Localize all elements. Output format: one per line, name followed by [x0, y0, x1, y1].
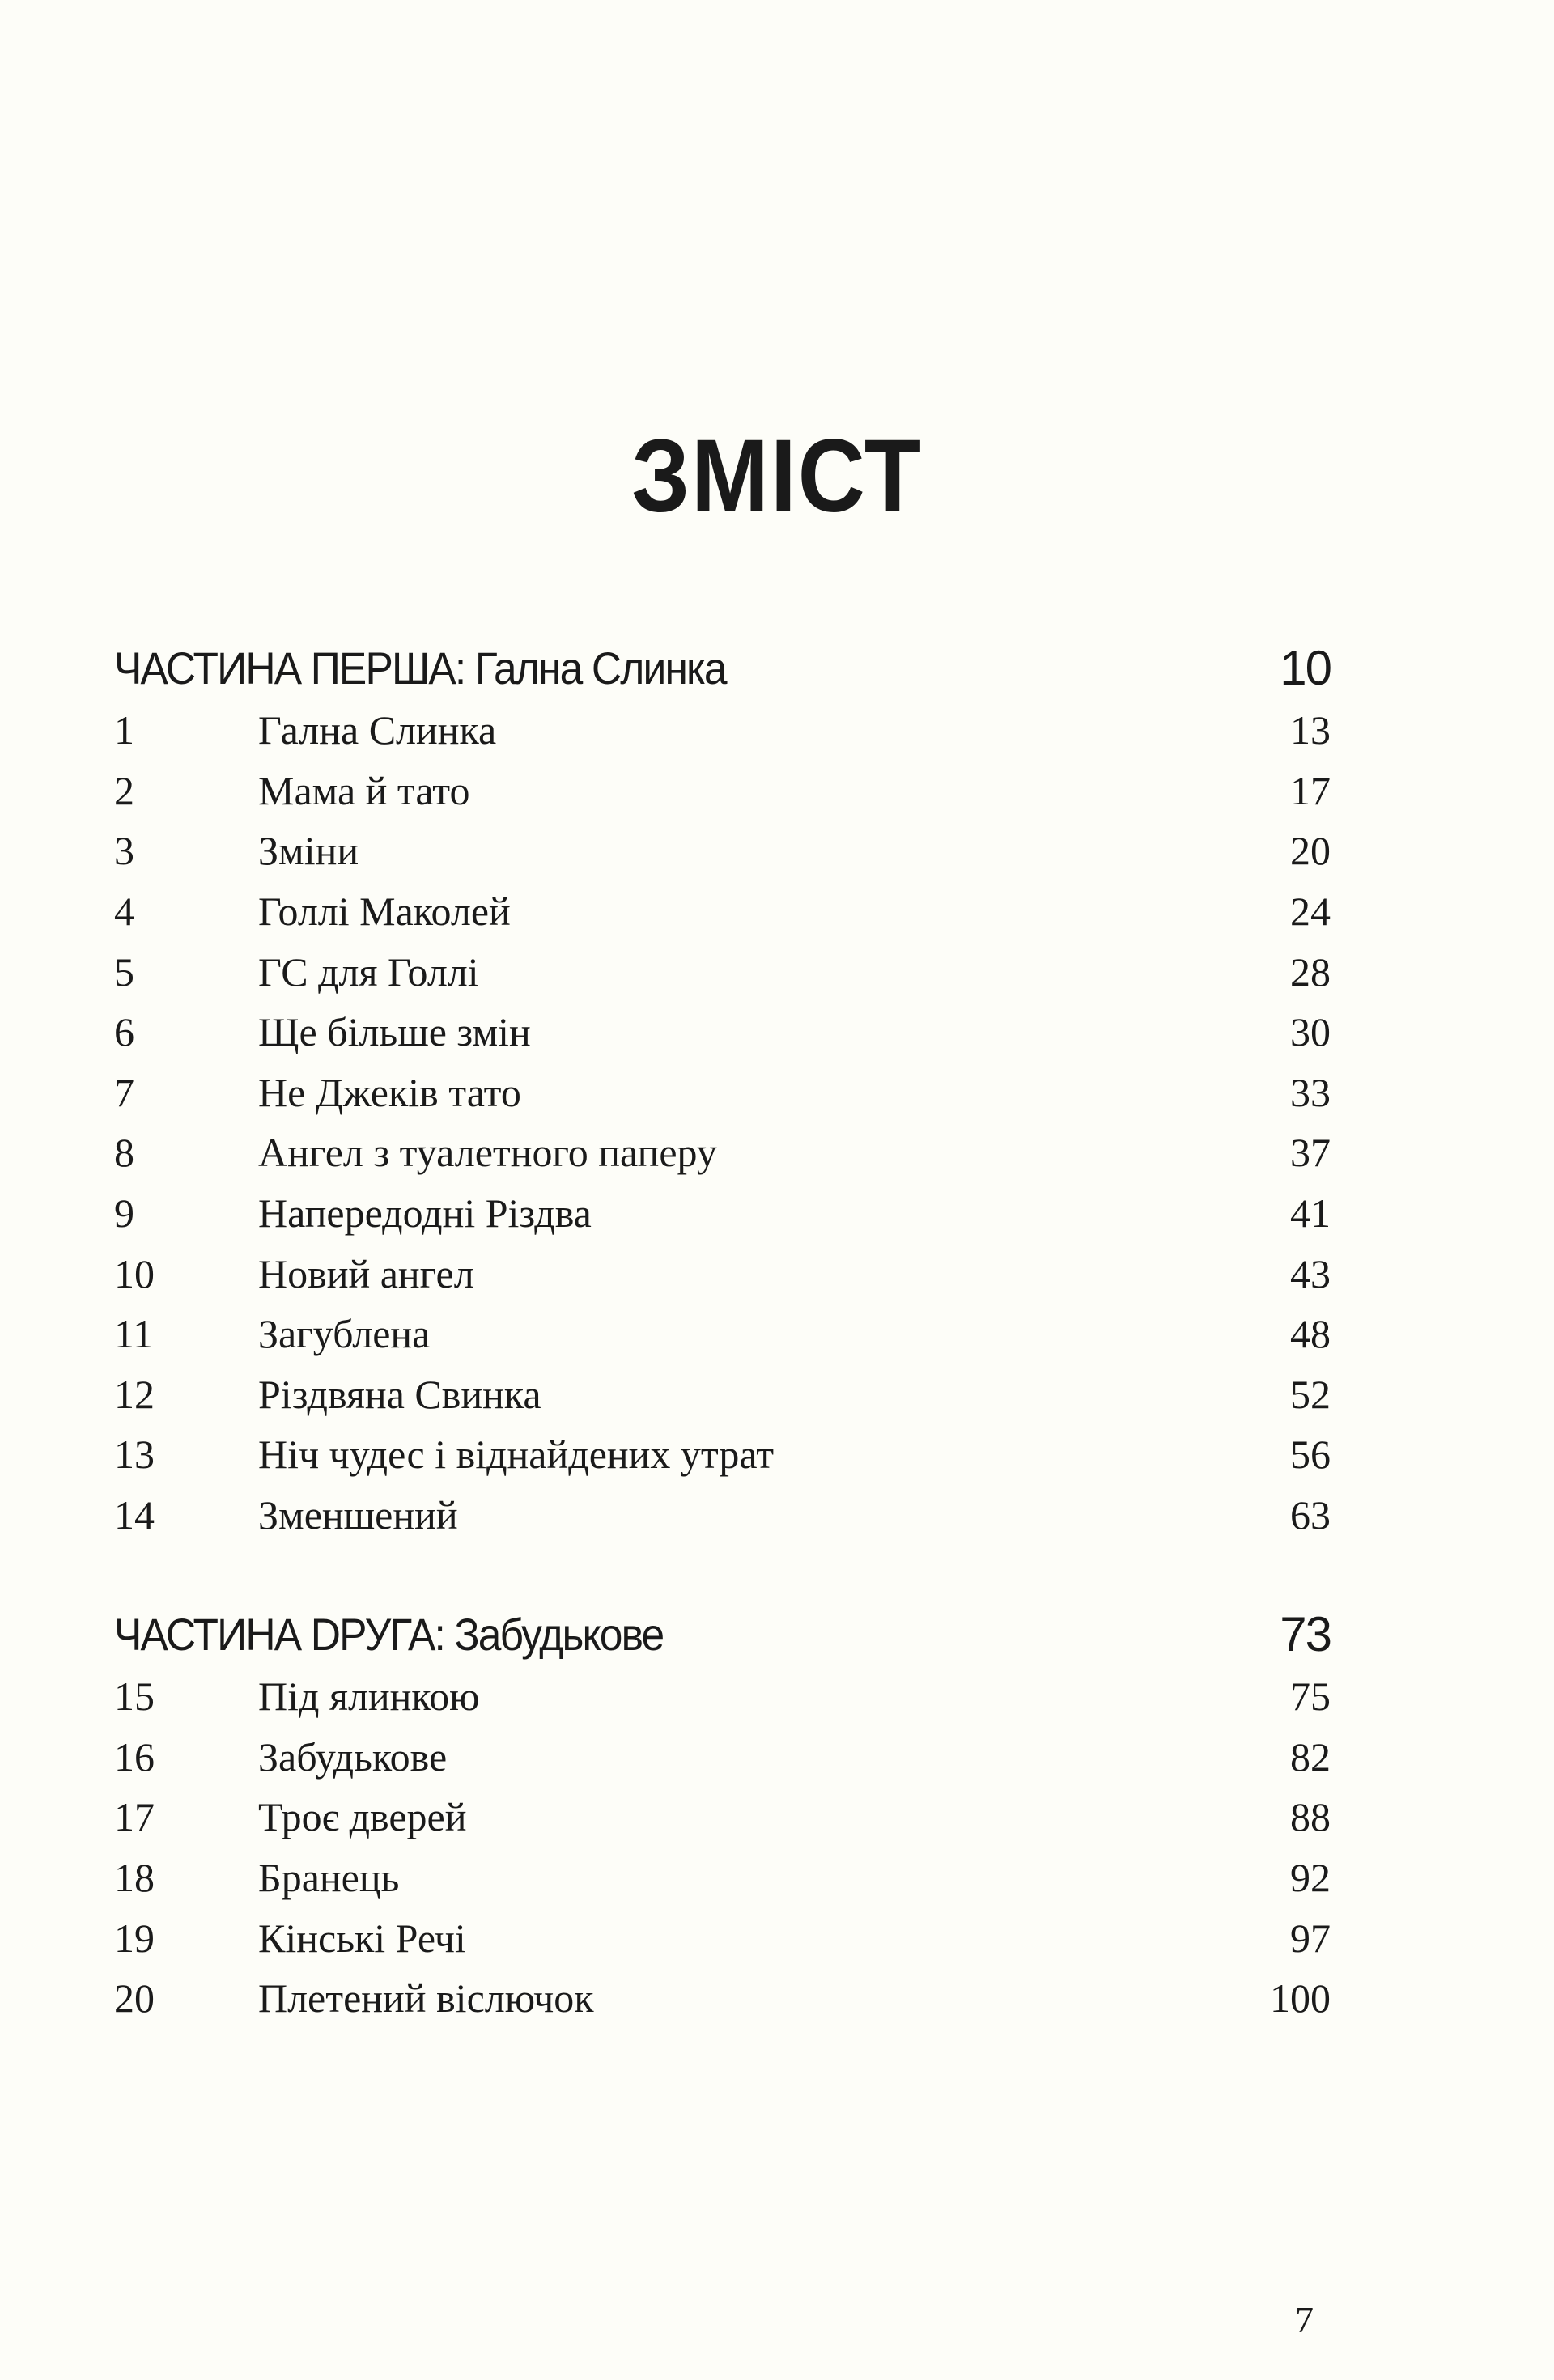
toc-entry[interactable] [114, 700, 1331, 761]
chapter-page: 48 [1290, 1311, 1331, 1357]
toc-entry[interactable] [114, 1304, 1331, 1364]
chapter-num: 3 [114, 828, 134, 874]
chapter-num: 1 [114, 707, 134, 753]
chapter-num: 16 [114, 1733, 155, 1780]
chapter-title: Зменшений [258, 1492, 458, 1538]
chapter-num: 8 [114, 1130, 134, 1176]
chapter-num: 20 [114, 1975, 155, 2022]
chapter-page: 17 [1290, 767, 1331, 813]
toc-entry[interactable] [114, 941, 1331, 1002]
page-title: ЗМІСТ [631, 418, 923, 534]
toc-entry[interactable] [114, 761, 1331, 821]
chapter-title: Під ялинкою [258, 1674, 480, 1720]
toc-entry[interactable] [114, 1364, 1331, 1425]
toc-part-1 [114, 635, 1331, 1545]
chapter-title: Мама й тато [258, 767, 470, 813]
chapter-title: Ніч чудес і віднайдених утрат [258, 1432, 775, 1478]
chapter-title: Ангел з туалетного паперу [258, 1130, 717, 1176]
chapter-page: 88 [1290, 1794, 1331, 1840]
chapter-page: 92 [1290, 1855, 1331, 1901]
chapter-page: 37 [1290, 1130, 1331, 1176]
chapter-num: 13 [114, 1432, 155, 1478]
chapter-num: 19 [114, 1915, 155, 1961]
toc-entry[interactable] [114, 1002, 1331, 1063]
chapter-num: 4 [114, 889, 134, 935]
toc-entry[interactable] [114, 1907, 1331, 1968]
toc-entry[interactable] [114, 881, 1331, 942]
chapter-title: Не Джеків тато [258, 1069, 521, 1115]
toc-entry[interactable] [114, 1968, 1331, 2029]
chapter-title: Плетений віслючок [258, 1975, 594, 2022]
toc-entry[interactable] [114, 1243, 1331, 1304]
part-heading[interactable] [114, 635, 1331, 700]
chapter-page: 63 [1290, 1492, 1331, 1538]
chapter-page: 100 [1270, 1975, 1331, 2022]
chapter-num: 10 [114, 1250, 155, 1296]
part-page: 73 [1280, 1606, 1331, 1661]
toc-entry[interactable] [114, 1122, 1331, 1183]
chapter-num: 15 [114, 1674, 155, 1720]
chapter-page: 56 [1290, 1432, 1331, 1478]
toc-entry[interactable] [114, 1727, 1331, 1788]
chapter-page: 20 [1290, 828, 1331, 874]
chapter-title: Зміни [258, 828, 359, 874]
chapter-title: Кінські Речі [258, 1915, 466, 1961]
chapter-num: 5 [114, 948, 134, 995]
chapter-title: Забудькове [258, 1733, 448, 1780]
toc-entry[interactable] [114, 1485, 1331, 1546]
chapter-page: 43 [1290, 1250, 1331, 1296]
chapter-num: 11 [114, 1311, 154, 1357]
chapter-title: Напередодні Різдва [258, 1190, 592, 1237]
chapter-title: Троє дверей [258, 1794, 467, 1840]
chapter-page: 52 [1290, 1371, 1331, 1417]
chapter-title: Новий ангел [258, 1250, 474, 1296]
toc-entry[interactable] [114, 1666, 1331, 1727]
chapter-page: 13 [1290, 707, 1331, 753]
chapter-title: Бранець [258, 1855, 400, 1901]
toc-entry[interactable] [114, 1787, 1331, 1848]
chapter-num: 18 [114, 1855, 155, 1901]
toc-entry[interactable] [114, 1183, 1331, 1244]
chapter-title: Різдвяна Свинка [258, 1371, 541, 1417]
chapter-num: 12 [114, 1371, 155, 1417]
part-title: ЧАСТИНА ПЕРША: Гална Слинка [114, 642, 726, 694]
toc-part-2 [114, 1602, 1331, 2029]
chapter-page: 82 [1290, 1733, 1331, 1780]
chapter-title: Загублена [258, 1311, 431, 1357]
chapter-title: Ще більше змін [258, 1009, 531, 1055]
chapter-page: 30 [1290, 1009, 1331, 1055]
chapter-title: Гална Слинка [258, 707, 497, 753]
toc-entry[interactable] [114, 1848, 1331, 1908]
chapter-page: 97 [1290, 1915, 1331, 1961]
part-page: 10 [1280, 640, 1331, 695]
chapter-num: 9 [114, 1190, 134, 1237]
chapter-num: 17 [114, 1794, 155, 1840]
chapter-num: 6 [114, 1009, 134, 1055]
chapter-title: ГС для Голлі [258, 948, 479, 995]
part-title: ЧАСТИНА DРУГА: Забудькове [114, 1608, 664, 1660]
chapter-page: 41 [1290, 1190, 1331, 1237]
chapter-page: 33 [1290, 1069, 1331, 1115]
chapter-title: Голлі Маколей [258, 889, 511, 935]
chapter-num: 14 [114, 1492, 155, 1538]
chapter-num: 2 [114, 767, 134, 813]
chapter-page: 75 [1290, 1674, 1331, 1720]
page-number: 7 [1295, 2299, 1314, 2340]
chapter-page: 28 [1290, 948, 1331, 995]
chapter-page: 24 [1290, 889, 1331, 935]
toc-entry[interactable] [114, 1424, 1331, 1485]
toc-entry[interactable] [114, 1063, 1331, 1123]
toc-entry[interactable] [114, 821, 1331, 881]
part-heading[interactable] [114, 1602, 1331, 1666]
chapter-num: 7 [114, 1069, 134, 1115]
